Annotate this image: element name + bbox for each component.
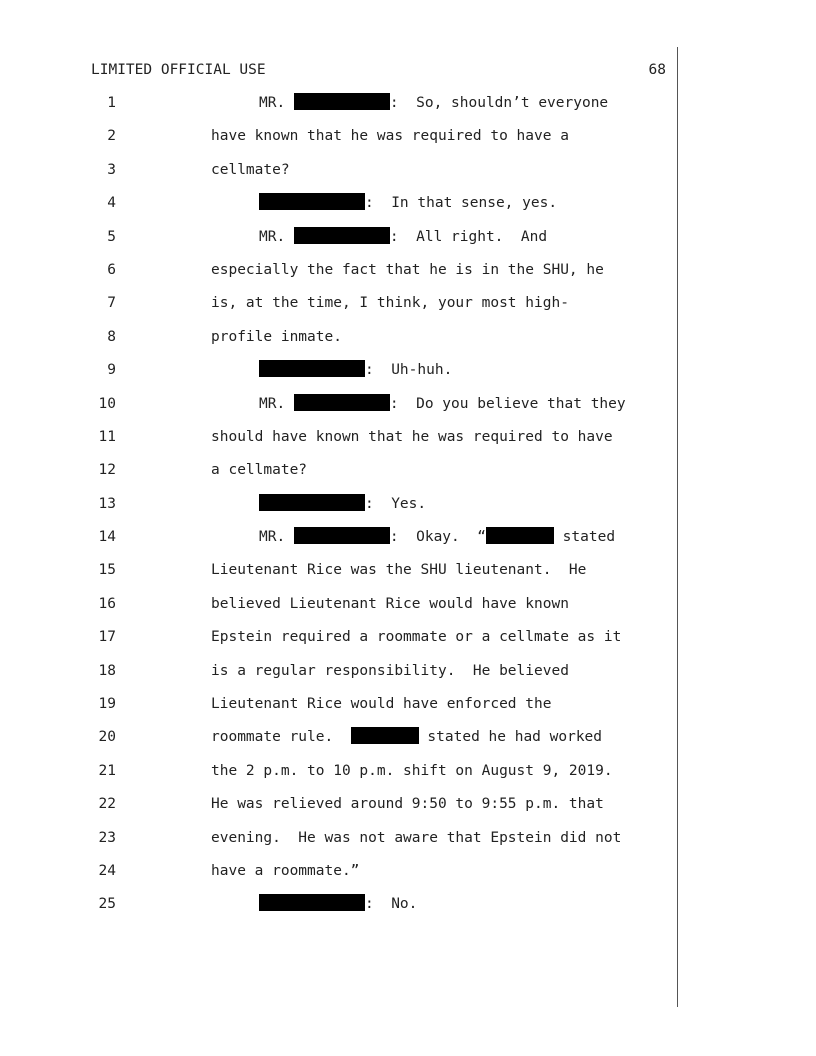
line-text: have a roommate.” xyxy=(211,862,360,879)
transcript-line xyxy=(0,893,816,926)
redaction-box xyxy=(259,894,365,911)
redaction-box xyxy=(259,360,365,377)
transcript-line xyxy=(0,326,816,359)
line-text: He was relieved around 9:50 to 9:55 p.m. that xyxy=(211,796,604,813)
line-number: 11 xyxy=(98,428,116,445)
transcript-line xyxy=(0,359,816,392)
line-text: a cellmate? xyxy=(211,462,308,479)
transcript-line xyxy=(0,459,816,492)
transcript-line xyxy=(0,259,816,292)
line-number: 15 xyxy=(98,562,116,579)
line-text: should have known that he was required to have xyxy=(211,428,613,445)
redaction-box xyxy=(486,527,554,544)
redaction-box xyxy=(294,93,390,110)
line-number: 12 xyxy=(98,462,116,479)
transcript-line xyxy=(0,559,816,592)
line-text: especially the fact that he is in the SHU, he xyxy=(211,261,604,278)
transcript-line xyxy=(0,92,816,125)
transcript-line xyxy=(0,593,816,626)
line-text: : Yes. xyxy=(259,493,426,515)
line-text: MR. : So, shouldn’t everyone xyxy=(259,95,609,111)
line-number: 13 xyxy=(98,495,116,512)
line-number: 20 xyxy=(98,729,116,746)
transcript-line xyxy=(0,626,816,659)
line-number: 22 xyxy=(98,796,116,813)
line-text: is, at the time, I think, your most high- xyxy=(211,295,569,312)
line-number: 18 xyxy=(98,662,116,679)
transcript-line xyxy=(0,393,816,426)
line-text: MR. : Do you believe that they xyxy=(259,395,626,412)
transcript-line xyxy=(0,426,816,459)
line-number: 25 xyxy=(98,896,116,913)
line-number: 19 xyxy=(98,696,116,713)
redaction-box xyxy=(294,394,390,411)
line-text: the 2 p.m. to 10 p.m. shift on August 9, 2019. xyxy=(211,762,613,779)
line-number: 3 xyxy=(107,161,116,178)
transcript-line xyxy=(0,760,816,793)
transcript-line xyxy=(0,292,816,325)
transcript-line xyxy=(0,159,816,192)
line-number: 7 xyxy=(107,295,116,312)
line-number: 8 xyxy=(107,328,116,345)
line-number: 9 xyxy=(107,362,116,379)
line-number: 24 xyxy=(98,862,116,879)
line-number: 10 xyxy=(98,395,116,412)
line-text: : Uh-huh. xyxy=(259,359,452,381)
classification-header: LIMITED OFFICIAL USE xyxy=(91,62,266,78)
page-number: 68 xyxy=(648,62,666,78)
line-number: 17 xyxy=(98,629,116,646)
line-text: : No. xyxy=(259,893,417,915)
transcript-line xyxy=(0,793,816,826)
transcript-line xyxy=(0,493,816,526)
line-text: have known that he was required to have a xyxy=(211,128,569,145)
transcript-line xyxy=(0,526,816,559)
line-text: MR. : All right. And xyxy=(259,228,548,245)
transcript-line xyxy=(0,192,816,225)
redaction-box xyxy=(259,494,365,511)
transcript-line xyxy=(0,660,816,693)
redaction-box xyxy=(294,527,390,544)
line-number: 1 xyxy=(107,95,116,111)
line-number: 14 xyxy=(98,529,116,546)
line-text: Epstein required a roommate or a cellmate as it xyxy=(211,629,622,646)
line-text: is a regular responsibility. He believed xyxy=(211,662,569,679)
line-text: roommate rule. stated he had worked xyxy=(211,729,603,746)
line-number: 21 xyxy=(98,762,116,779)
line-number: 23 xyxy=(98,829,116,846)
line-text: believed Lieutenant Rice would have known xyxy=(211,595,569,612)
line-text: cellmate? xyxy=(211,161,290,178)
line-number: 5 xyxy=(107,228,116,245)
line-text: : In that sense, yes. xyxy=(259,192,557,214)
redaction-box xyxy=(294,227,390,244)
transcript-line xyxy=(0,693,816,726)
line-number: 16 xyxy=(98,595,116,612)
transcript-line xyxy=(0,860,816,893)
line-text: Lieutenant Rice was the SHU lieutenant. He xyxy=(211,562,587,579)
line-text: profile inmate. xyxy=(211,328,342,345)
transcript-line xyxy=(0,827,816,860)
transcript-lines xyxy=(0,92,816,927)
line-text: evening. He was not aware that Epstein did not xyxy=(211,829,622,846)
line-text: Lieutenant Rice would have enforced the xyxy=(211,696,552,713)
redaction-box xyxy=(259,193,365,210)
line-number: 4 xyxy=(107,195,116,212)
line-number: 2 xyxy=(107,128,116,145)
transcript-line xyxy=(0,726,816,759)
line-number: 6 xyxy=(107,261,116,278)
line-text: MR. : Okay. “ stated xyxy=(259,529,616,546)
transcript-line xyxy=(0,226,816,259)
transcript-line xyxy=(0,125,816,158)
redaction-box xyxy=(351,727,419,744)
